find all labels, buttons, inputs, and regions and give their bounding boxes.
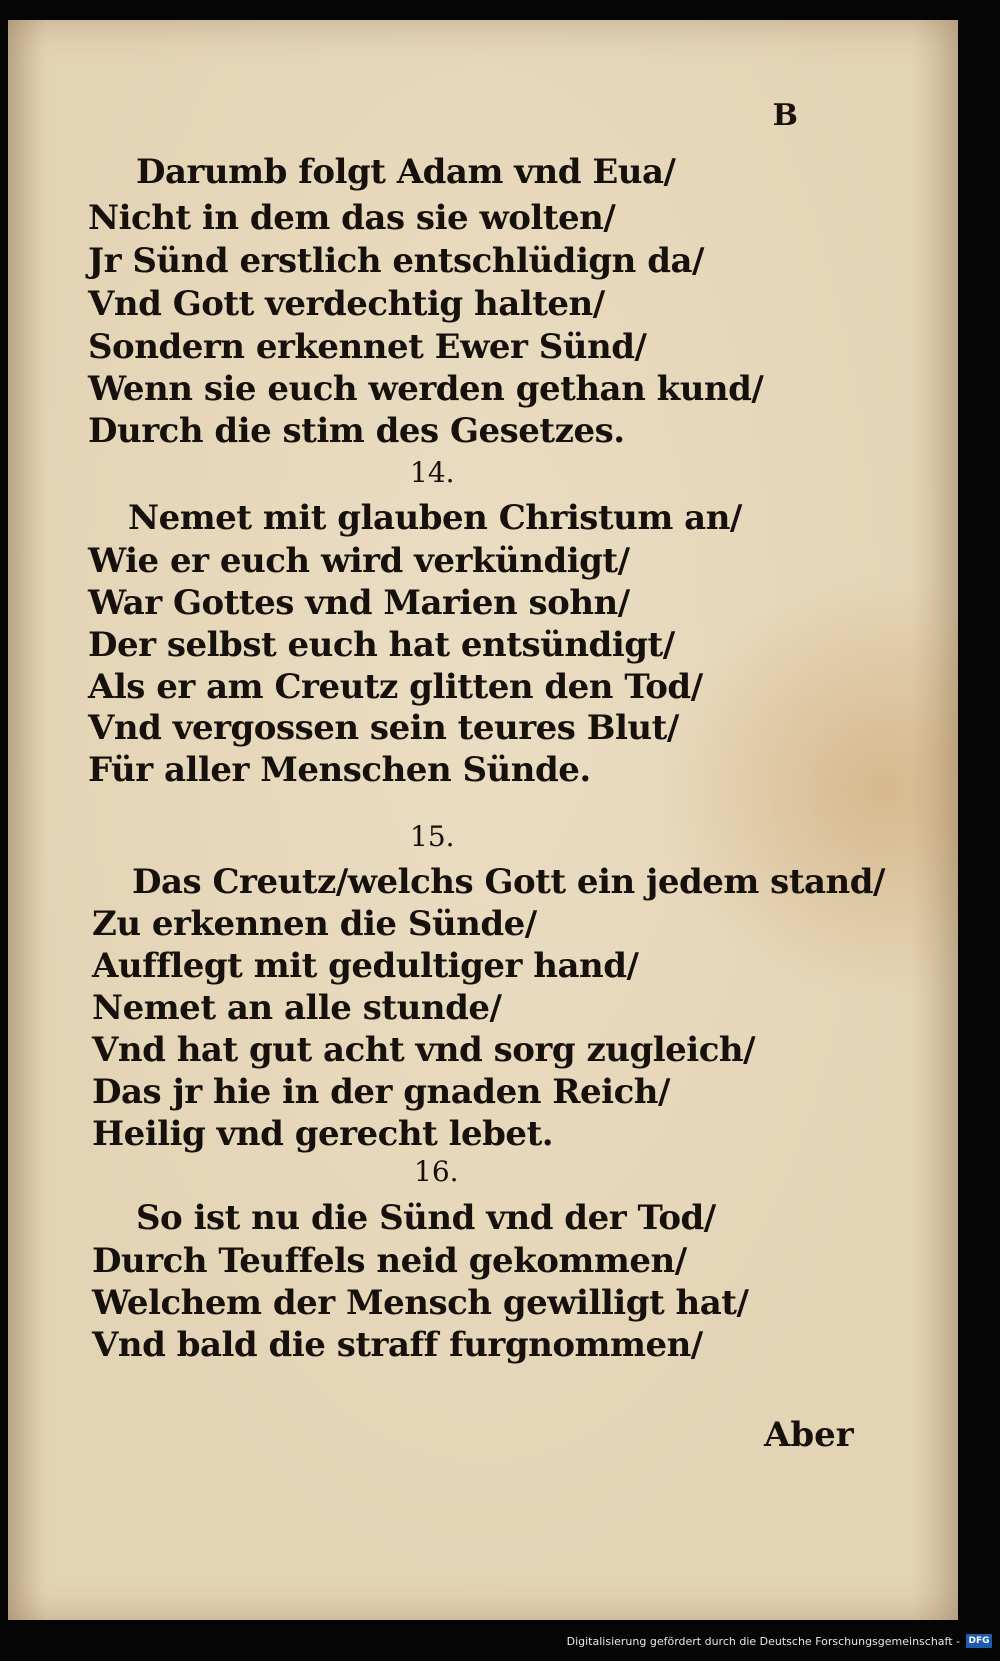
stanza13-line-5: Sondern erkennet Ewer Sünd/ bbox=[88, 327, 647, 367]
stanza15-line-6: Das jr hie in der gnaden Reich/ bbox=[92, 1072, 670, 1112]
stanza14-line-2: Wie er euch wird verkündigt/ bbox=[88, 541, 630, 581]
stanza14-line-3: War Gottes vnd Marien sohn/ bbox=[88, 583, 630, 623]
stanza16-number: 16. bbox=[414, 1155, 459, 1188]
stanza15-line-3: Aufflegt mit gedultiger hand/ bbox=[92, 946, 639, 986]
stanza16-line-3: Welchem der Mensch gewilligt hat/ bbox=[92, 1283, 749, 1323]
stanza13-line-2: Nicht in dem das sie wolten/ bbox=[88, 198, 616, 238]
stanza16-line-1: So ist nu die Sünd vnd der Tod/ bbox=[136, 1198, 716, 1238]
stanza14-line-5: Als er am Creutz glitten den Tod/ bbox=[88, 667, 703, 707]
stanza16-line-4: Vnd bald die straff furgnommen/ bbox=[92, 1325, 703, 1365]
funding-credit: Digitalisierung gefördert durch die Deutsche Forschungsgemeinschaft - bbox=[566, 1635, 960, 1648]
stanza15-number: 15. bbox=[410, 820, 455, 853]
stanza13-line-3: Jr Sünd erstlich entschlüdign da/ bbox=[88, 241, 704, 281]
stanza15-line-5: Vnd hat gut acht vnd sorg zugleich/ bbox=[92, 1030, 756, 1070]
stanza15-line-7: Heilig vnd gerecht lebet. bbox=[92, 1114, 554, 1154]
stanza14-line-6: Vnd vergossen sein teures Blut/ bbox=[88, 708, 679, 748]
catchword: Aber bbox=[764, 1415, 854, 1455]
stanza14-line-7: Für aller Menschen Sünde. bbox=[88, 750, 591, 790]
stanza13-line-7: Durch die stim des Gesetzes. bbox=[88, 411, 625, 451]
stanza14-line-4: Der selbst euch hat entsündigt/ bbox=[88, 625, 675, 665]
stanza13-line-1: Darumb folgt Adam vnd Eua/ bbox=[136, 152, 676, 192]
stanza13-line-6: Wenn sie euch werden gethan kund/ bbox=[88, 369, 764, 409]
stanza14-number: 14. bbox=[410, 456, 455, 489]
stanza15-line-1: Das Creutz/welchs Gott ein jedem stand/ bbox=[132, 862, 885, 902]
stanza15-line-4: Nemet an alle stunde/ bbox=[92, 988, 502, 1028]
footer-bar bbox=[0, 1625, 1000, 1661]
stanza14-line-1: Nemet mit glauben Christum an/ bbox=[128, 498, 742, 538]
stanza16-line-2: Durch Teuffels neid gekommen/ bbox=[92, 1241, 687, 1281]
dfg-logo-icon: DFG bbox=[966, 1634, 992, 1648]
stanza15-line-2: Zu erkennen die Sünde/ bbox=[92, 904, 537, 944]
page-signature: B bbox=[772, 98, 798, 133]
stanza13-line-4: Vnd Gott verdechtig halten/ bbox=[88, 284, 605, 324]
book-page bbox=[8, 20, 958, 1620]
